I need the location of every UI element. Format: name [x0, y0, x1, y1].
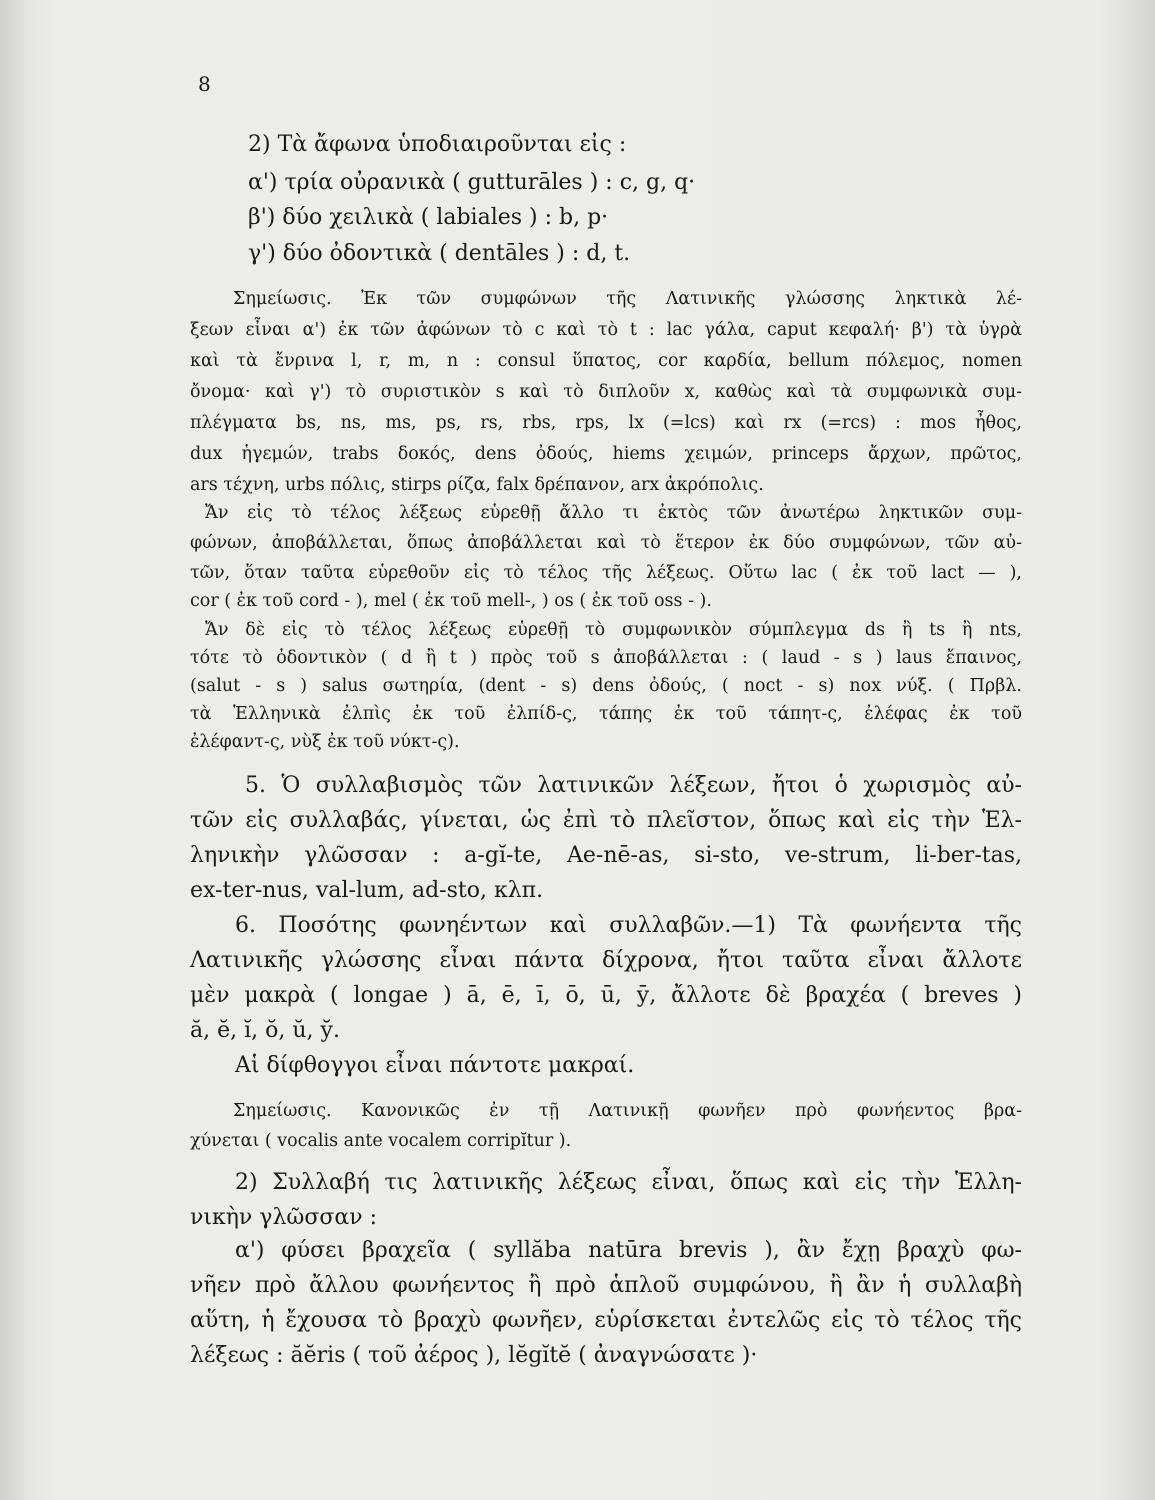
- text-line: ἐλέφαντ-ς, νὺξ ἐκ τοῦ νύκτ-ς).: [190, 732, 460, 752]
- text-line: Λατινικῆς γλώσσης εἶναι πάντα δίχρονα, ἤτοι ταῦτα εἶναι ἄλλοτε: [190, 948, 1022, 973]
- text-line: ars τέχνη, urbs πόλις, stirps ρίζα, falx δρέπανον, arx ἀκρόπολις.: [190, 475, 764, 495]
- text-line: ὄνομα· καὶ γ') τὸ συριστικὸν s καὶ τὸ διπλοῦν x, καθὼς καὶ τὰ συμφωνικὰ συμ-: [190, 382, 1022, 402]
- text-line: πλέγματα bs, ns, ms, ps, rs, rbs, rps, lx (=lcs) καὶ rx (=rcs) : mos ἦθος,: [190, 413, 1022, 433]
- text-line: Σημείωσις. Ἐκ τῶν συμφώνων τῆς Λατινικῆς γλώσσης ληκτικὰ λέ-: [233, 289, 1022, 309]
- text-line: νῆεν πρὸ ἄλλου φωνήεντος ἢ πρὸ ἁπλοῦ συμφώνου, ἢ ἂν ἡ συλλαβὴ: [190, 1273, 1022, 1298]
- text-line: Ἄν δὲ εἰς τὸ τέλος λέξεως εὑρεθῇ τὸ συμφωνικὸν σύμπλεγμα ds ἢ ts ἢ nts,: [205, 620, 1022, 640]
- text-line: cor ( ἐκ τοῦ cord - ), mel ( ἐκ τοῦ mell-, ) os ( ἐκ τοῦ oss - ).: [190, 591, 712, 611]
- text-line: α') φύσει βραχεῖα ( syllăba natūra brevis ), ἂν ἔχῃ βραχὺ φω-: [235, 1238, 1022, 1263]
- text-line: α') τρία οὐρανικὰ ( gutturāles ) : c, g, q·: [248, 170, 696, 195]
- text-line: φώνων, ἀποβάλλεται, ὅπως ἀποβάλλεται καὶ τὸ ἕτερον ἐκ δύο συμφώνων, τῶν αὐ-: [190, 533, 1022, 553]
- text-line: ληνικὴν γλῶσσαν : a-gĭ-te, Ae-nē-as, si-sto, ve-strum, li-ber-tas,: [190, 843, 1022, 868]
- text-line: ă, ĕ, ĭ, ŏ, ŭ, y̆.: [190, 1018, 340, 1043]
- text-line: ξεων εἶναι α') ἐκ τῶν ἀφώνων τὸ c καὶ τὸ t : lac γάλα, caput κεφαλή· β') τὰ ὑγρὰ: [190, 320, 1022, 340]
- text-line: 5. Ὁ συλλαβισμὸς τῶν λατινικῶν λέξεων, ἤτοι ὁ χωρισμὸς αὐ-: [245, 773, 1022, 798]
- text-line: 6. Ποσότης φωνηέντων καὶ συλλαβῶν.—1) Τὰ φωνήεντα τῆς: [235, 913, 1022, 938]
- text-line: τῶν, ὅταν ταῦτα εὑρεθοῦν εἰς τὸ τέλος τῆς λέξεως. Οὕτω lac ( ἐκ τοῦ lact — ),: [190, 563, 1022, 583]
- page-number: 8: [198, 72, 211, 96]
- text-line: λέξεως : ăĕris ( τοῦ ἀέρος ), lĕgĭtĕ ( ἀναγνώσατε )·: [190, 1343, 758, 1368]
- text-line: γ') δύο ὀδοντικὰ ( dentāles ) : d, t.: [248, 241, 631, 266]
- text-line: dux ἡγεμών, trabs δοκός, dens ὀδούς, hiems χειμών, princeps ἄρχων, πρῶτος,: [190, 444, 1022, 464]
- text-line: (salut - s ) salus σωτηρία, (dent - s) dens ὀδούς, ( noct - s) nox νύξ. ( Πρβλ.: [190, 676, 1022, 696]
- text-line: τότε τὸ ὀδοντικὸν ( d ἢ t ) πρὸς τοῦ s ἀποβάλλεται : ( laud - s ) laus ἔπαινος,: [190, 648, 1022, 668]
- text-line: Ἄν εἰς τὸ τέλος λέξεως εὑρεθῇ ἄλλο τι ἐκτὸς τῶν ἀνωτέρω ληκτικῶν συμ-: [205, 503, 1022, 523]
- text-line: τῶν εἰς συλλαβάς, γίνεται, ὡς ἐπὶ τὸ πλεῖστον, ὅπως καὶ εἰς τὴν Ἑλ-: [190, 808, 1022, 833]
- text-line: τὰ Ἑλληνικὰ ἐλπὶς ἐκ τοῦ ἐλπίδ-ς, τάπης ἐκ τοῦ τάπητ-ς, ἐλέφας ἐκ τοῦ: [190, 704, 1022, 724]
- text-line: Σημείωσις. Κανονικῶς ἐν τῇ Λατινικῇ φωνῆεν πρὸ φωνήεντος βρα-: [233, 1101, 1022, 1121]
- text-line: Αἱ δίφθογγοι εἶναι πάντοτε μακραί.: [235, 1053, 635, 1078]
- text-line: αὕτη, ἡ ἔχουσα τὸ βραχὺ φωνῆεν, εὑρίσκεται ἐντελῶς εἰς τὸ τέλος τῆς: [190, 1308, 1022, 1333]
- text-line: β') δύο χειλικὰ ( labiales ) : b, p·: [248, 205, 609, 230]
- text-line: μὲν μακρὰ ( longae ) ā, ē, ī, ō, ū, ȳ, ἄλλοτε δὲ βραχέα ( breves ): [190, 983, 1022, 1008]
- text-line: 2) Συλλαβή τις λατινικῆς λέξεως εἶναι, ὅπως καὶ εἰς τὴν Ἑλλη-: [235, 1170, 1022, 1195]
- text-line: ex-ter-nus, val-lum, ad-sto, κλπ.: [190, 878, 544, 903]
- text-line: νικὴν γλῶσσαν :: [190, 1205, 377, 1230]
- text-line: καὶ τὰ ἔνρινα l, r, m, n : consul ὕπατος, cor καρδία, bellum πόλεμος, nomen: [190, 351, 1022, 371]
- text-line: 2) Τὰ ἄφωνα ὑποδιαιροῦνται εἰς :: [248, 132, 627, 157]
- text-line: χύνεται ( vocalis ante vocalem corripĭtur ).: [190, 1131, 572, 1151]
